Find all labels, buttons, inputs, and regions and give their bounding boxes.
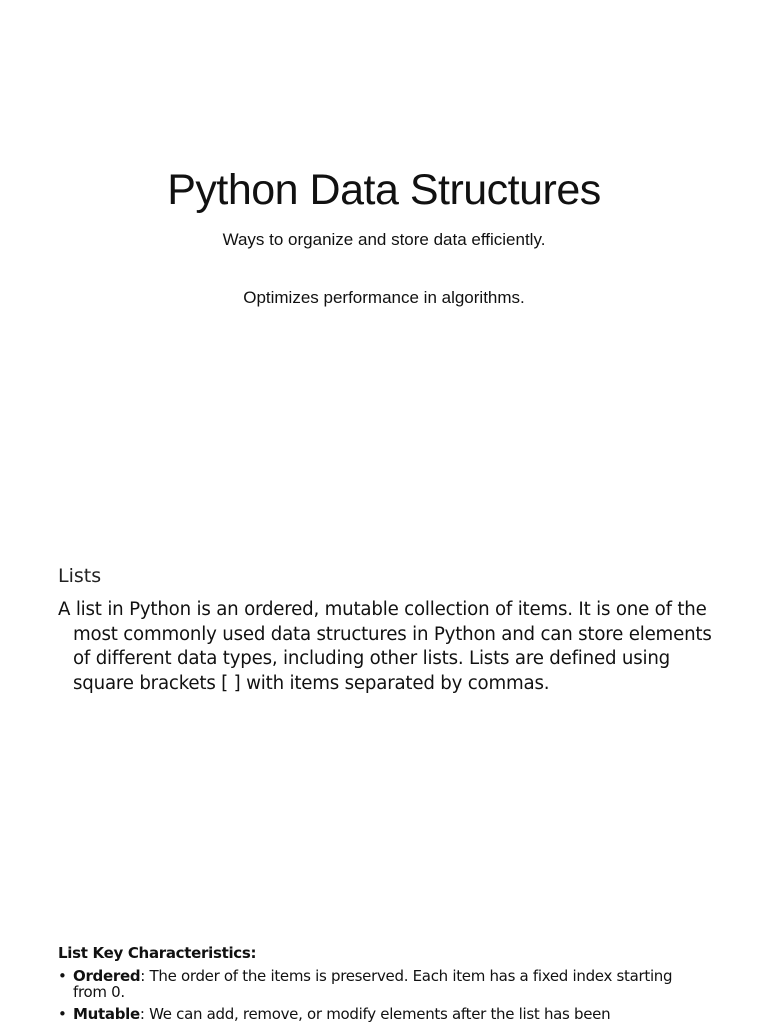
lists-slide — [0, 540, 768, 920]
characteristic-term: Mutable — [73, 1005, 140, 1023]
characteristics-heading: List Key Characteristics: — [58, 944, 257, 962]
bullet-icon: • — [58, 1005, 67, 1023]
list-item — [58, 968, 708, 1000]
bullet-icon: • — [58, 967, 67, 985]
characteristic-term: Ordered — [73, 967, 141, 985]
characteristic-text: : We can add, remove, or modify elements after the list has been — [139, 1005, 611, 1023]
characteristics-list — [58, 968, 708, 1028]
lists-description: A list in Python is an ordered, mutable collection of items. It is one of the most commonly used data structures in Python and can store elements of different data types, including other lists. Lists are defined using square brackets [ ] with items separated by commas. — [58, 599, 712, 694]
slide-subtitle-2: Optimizes performance in algorithms. — [243, 288, 525, 307]
slide-subtitle-1: Ways to organize and store data efficiently. — [222, 230, 546, 249]
characteristics-slide — [0, 930, 768, 1024]
characteristic-text: : The order of the items is preserved. Each item has a fixed index starting from 0. — [73, 967, 673, 1001]
list-item — [58, 1006, 708, 1022]
lists-heading: Lists — [58, 565, 102, 587]
slide-title: Python Data Structures — [167, 166, 601, 214]
